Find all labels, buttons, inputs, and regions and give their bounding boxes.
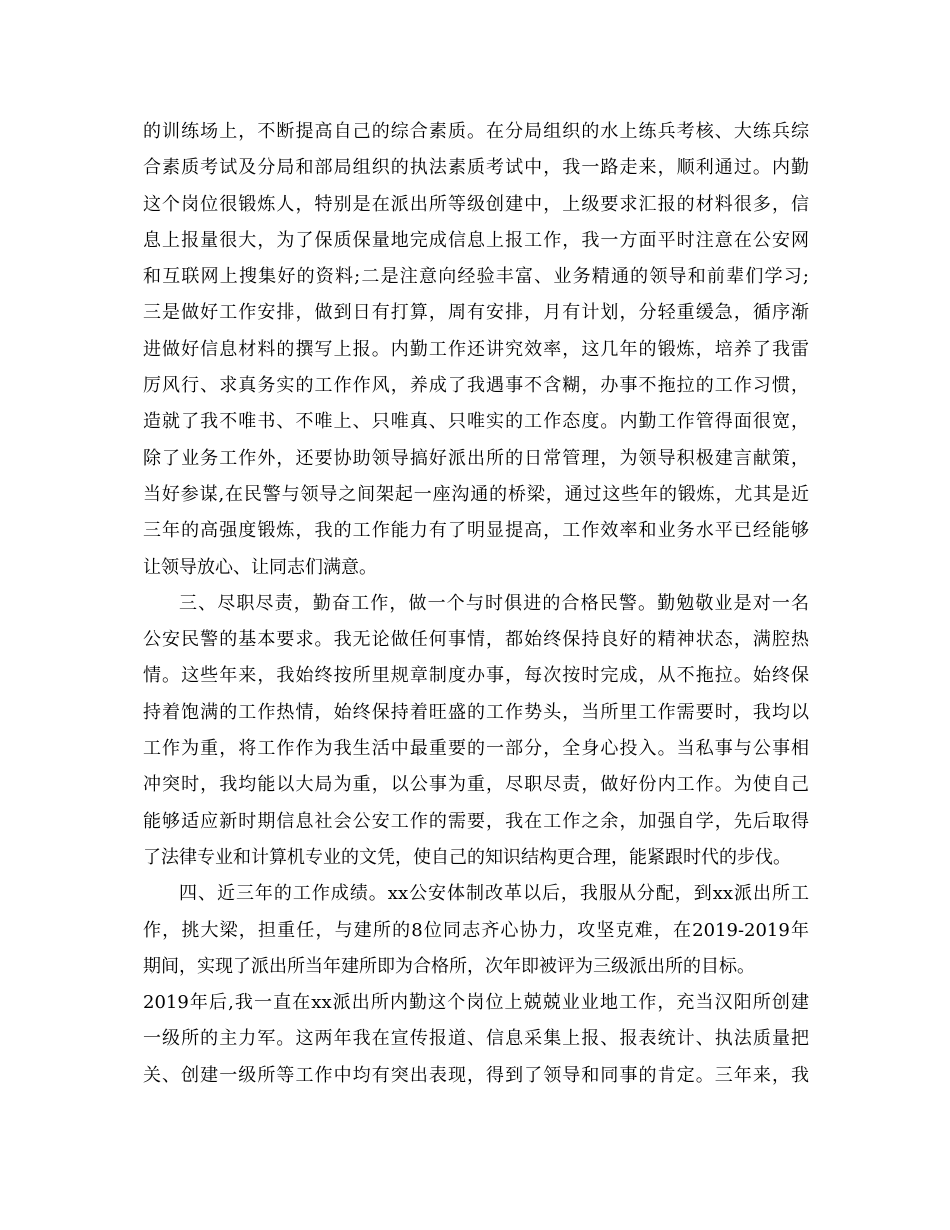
- text-line: 厉风行、求真务实的工作作风，养成了我遇事不含糊，办事不拖拉的工作习惯，: [143, 375, 809, 397]
- text-line: 情。这些年来，我始终按所里规章制度办事，每次按时完成，从不拖拉。始终保: [143, 665, 809, 687]
- text-line: 公安民警的基本要求。我无论做任何事情，都始终保持良好的精神状态，满腔热: [143, 629, 809, 651]
- paragraph-heading-line: 三、尽职尽责，勤奋工作，做一个与时俱进的合格民警。勤勉敬业是对一名: [179, 592, 809, 614]
- text-line: 期间，实现了派出所当年建所即为合格所，次年即被评为三级派出所的目标。: [143, 955, 755, 977]
- text-line: 息上报量很大，为了保质保量地完成信息上报工作，我一方面平时注意在公安网: [143, 229, 809, 251]
- text-line: 作，挑大梁，担重任，与建所的8位同志齐心协力，攻坚克难，在2019-2019年: [143, 919, 809, 941]
- text-line: 三是做好工作安排，做到日有打算，周有安排，月有计划，分轻重缓急，循序渐: [143, 302, 809, 324]
- text-line: 这个岗位很锻炼人，特别是在派出所等级创建中，上级要求汇报的材料很多，信: [143, 193, 809, 215]
- text-line: 一级所的主力军。这两年我在宣传报道、信息采集上报、报表统计、执法质量把: [143, 1028, 809, 1050]
- text-line: 的训练场上，不断提高自己的综合素质。在分局组织的水上练兵考核、大练兵综: [143, 121, 809, 142]
- document-body: [143, 114, 809, 1094]
- text-line: 进做好信息材料的撰写上报。内勤工作还讲究效率，这几年的锻炼，培养了我雷: [143, 338, 809, 360]
- text-line: 除了业务工作外，还要协助领导搞好派出所的日常管理，为领导积极建言献策，: [143, 447, 809, 469]
- text-line: 关、创建一级所等工作中均有突出表现，得到了领导和同事的肯定。三年来，我: [143, 1064, 809, 1086]
- paragraph-heading-line: 四、近三年的工作成绩。xx公安体制改革以后，我服从分配，到xx派出所工: [179, 883, 809, 905]
- text-line: 三年的高强度锻炼，我的工作能力有了明显提高，工作效率和业务水平已经能够: [143, 520, 809, 542]
- text-line: 造就了我不唯书、不唯上、只唯真、只唯实的工作态度。内勤工作管得面很宽，: [143, 411, 809, 433]
- text-line: 2019年后,我一直在xx派出所内勤这个岗位上兢兢业业地工作，充当汉阳所创建: [143, 992, 809, 1014]
- text-line: 合素质考试及分局和部局组织的执法素质考试中，我一路走来，顺利通过。内勤: [143, 157, 809, 179]
- text-line: 冲突时，我均能以大局为重，以公事为重，尽职尽责，做好份内工作。为使自己: [143, 774, 809, 796]
- text-line: 当好参谋,在民警与领导之间架起一座沟通的桥梁，通过这些年的锻炼，尤其是近: [143, 483, 809, 505]
- text-line: 持着饱满的工作热情，始终保持着旺盛的工作势头，当所里工作需要时，我均以: [143, 701, 809, 723]
- text-line: 和互联网上搜集好的资料;二是注意向经验丰富、业务精通的领导和前辈们学习;: [143, 266, 809, 288]
- text-line: 能够适应新时期信息社会公安工作的需要，我在工作之余，加强自学，先后取得: [143, 810, 809, 832]
- text-line: 让领导放心、让同志们满意。: [143, 556, 377, 578]
- text-line: 工作为重，将工作作为我生活中最重要的一部分，全身心投入。当私事与公事相: [143, 738, 809, 760]
- text-line: 了法律专业和计算机专业的文凭，使自己的知识结构更合理，能紧跟时代的步伐。: [143, 846, 791, 868]
